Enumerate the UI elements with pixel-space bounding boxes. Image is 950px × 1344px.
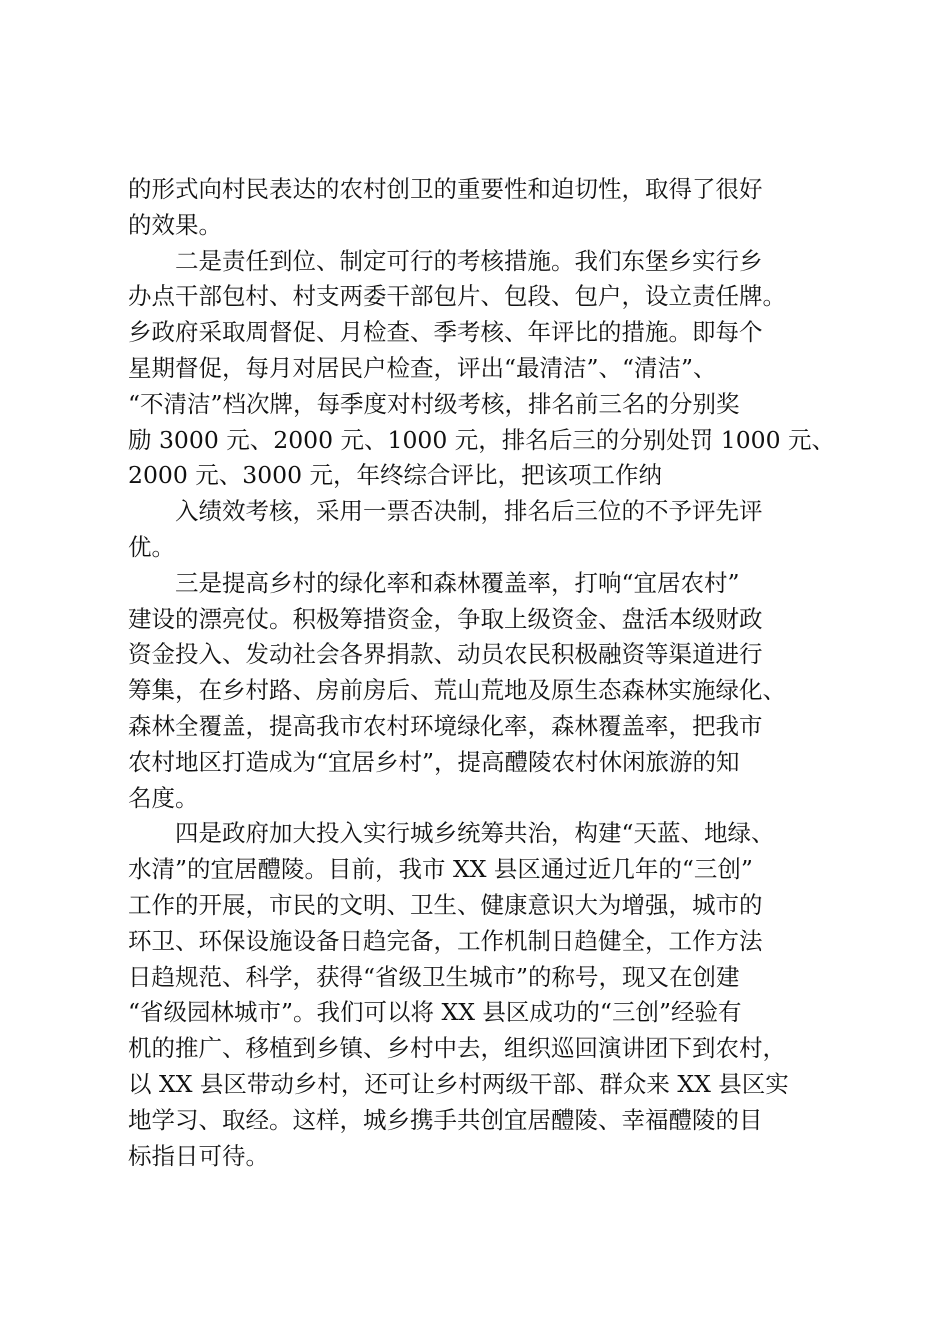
- text-line: 地学习、取经。这样，城乡携手共创宜居醴陵、幸福醴陵的目: [128, 1105, 763, 1134]
- text-line: 优。: [128, 532, 175, 561]
- text-line: “省级园林城市”。我们可以将 XX 县区成功的“三创”经验有: [128, 998, 742, 1027]
- text-line: 环卫、环保设施设备日趋完备，工作机制日趋健全，工作方法: [128, 926, 763, 955]
- text-line: 筹集，在乡村路、房前房后、荒山荒地及原生态森林实施绿化、: [128, 676, 786, 705]
- text-line: 资金投入、发动社会各界捐款、动员农民积极融资等渠道进行: [128, 640, 763, 669]
- text-line: 入绩效考核，采用一票否决制，排名后三位的不予评先评: [128, 497, 763, 526]
- text-line: 的效果。: [128, 210, 222, 239]
- text-line: 2000 元、3000 元，年终综合评比，把该项工作纳: [128, 461, 663, 490]
- text-line: 标指日可待。: [128, 1141, 269, 1170]
- text-line: 二是责任到位、制定可行的考核措施。我们东堡乡实行乡: [128, 246, 763, 275]
- text-line: 励 3000 元、2000 元、1000 元，排名后三的分别处罚 1000 元、: [128, 425, 836, 454]
- text-line: 建设的漂亮仗。积极筹措资金，争取上级资金、盘活本级财政: [128, 604, 763, 633]
- text-line: 的形式向村民表达的农村创卫的重要性和迫切性，取得了很好: [128, 175, 763, 203]
- text-line: 农村地区打造成为“宜居乡村”，提高醴陵农村休闲旅游的知: [128, 747, 740, 776]
- document-body: [128, 172, 836, 1174]
- text-line: 工作的开展，市民的文明、卫生、健康意识大为增强，城市的: [128, 890, 763, 919]
- text-line: 四是政府加大投入实行城乡统筹共治，构建“天蓝、地绿、: [128, 819, 775, 848]
- text-line: 森林全覆盖，提高我市农村环境绿化率，森林覆盖率，把我市: [128, 711, 763, 740]
- text-line: 以 XX 县区带动乡村，还可让乡村两级干部、群众来 XX 县区实: [128, 1069, 789, 1098]
- text-line: 日趋规范、科学，获得“省级卫生城市”的称号，现又在创建: [128, 962, 740, 991]
- text-line: 水清”的宜居醴陵。目前，我市 XX 县区通过近几年的“三创”: [128, 855, 753, 884]
- text-line: 名度。: [128, 783, 199, 812]
- text-line: 星期督促，每月对居民户检查，评出“最清洁”、“清洁”、: [128, 353, 717, 382]
- text-line: 机的推广、移植到乡镇、乡村中去，组织巡回演讲团下到农村，: [128, 1034, 786, 1063]
- text-line: 乡政府采取周督促、月检查、季考核、年评比的措施。即每个: [128, 318, 763, 347]
- text-line: 办点干部包村、村支两委干部包片、包段、包户，设立责任牌。: [128, 282, 786, 311]
- text-line: “不清洁”档次牌，每季度对村级考核，排名前三名的分别奖: [128, 389, 740, 418]
- text-line: 三是提高乡村的绿化率和森林覆盖率，打响“宜居农村”: [128, 568, 740, 597]
